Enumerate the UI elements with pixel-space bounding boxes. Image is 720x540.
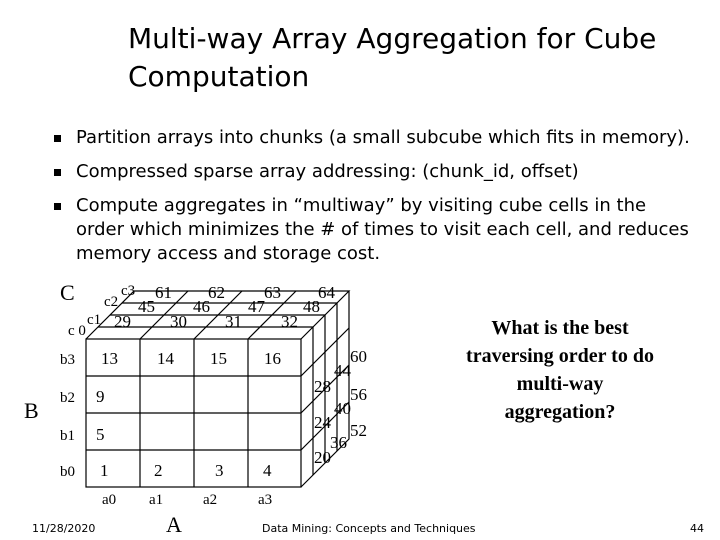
cell-value: 24 [314, 413, 331, 432]
cell-value: 48 [303, 297, 320, 316]
c-label: c2 [104, 294, 119, 310]
footer-date: 11/28/2020 [32, 522, 96, 535]
cell-value: 31 [225, 312, 242, 331]
a-label: a3 [258, 492, 273, 508]
bullet-text: Partition arrays into chunks (a small subcube which fits in memory). [76, 127, 690, 148]
footer-course: Data Mining: Concepts and Techniques [262, 522, 476, 535]
cell-value: 3 [215, 461, 224, 480]
cell-value: 56 [350, 385, 367, 404]
cell-value: 5 [96, 425, 105, 444]
bullet-text: Compressed sparse array addressing: (chunk_id, offset) [76, 161, 579, 182]
cell-value: 46 [193, 297, 210, 316]
c-label: c3 [121, 283, 136, 299]
cell-value: 32 [281, 312, 298, 331]
page-number: 44 [690, 522, 704, 535]
cell-value: 15 [210, 349, 227, 368]
cell-value: 64 [318, 283, 335, 302]
cell-value: 9 [96, 387, 105, 406]
cell-value: 36 [330, 433, 347, 452]
cell-value: 1 [100, 461, 109, 480]
cell-value: 16 [264, 349, 281, 368]
cell-value: 13 [101, 349, 118, 368]
c-label: c1 [87, 312, 102, 328]
cell-value: 28 [314, 377, 331, 396]
cell-value: 20 [314, 448, 331, 467]
cell-value: 2 [154, 461, 163, 480]
cell-value: 44 [334, 361, 351, 380]
cell-value: 40 [334, 399, 351, 418]
cell-value: 61 [155, 283, 172, 302]
cell-value: 63 [264, 283, 281, 302]
cell-value: 30 [170, 312, 187, 331]
b-label: b1 [60, 428, 75, 444]
c-label: c 0 [68, 323, 86, 339]
b-label: b3 [60, 352, 75, 368]
bullet-text: Compute aggregates in “multiway” by visiting cube cells in the order which minimizes the # of times to visit each cell, and reduces memory access and storage cost. [76, 195, 689, 264]
cell-value: 62 [208, 283, 225, 302]
question-text: What is the best traversing order to do multi-way aggregation? [466, 317, 654, 423]
cell-value: 47 [248, 297, 265, 316]
cell-value: 52 [350, 421, 367, 440]
b-label: b0 [60, 464, 75, 480]
dim-label-c: C [60, 280, 75, 305]
cell-value: 14 [157, 349, 174, 368]
cell-value: 29 [114, 312, 131, 331]
b-label: b2 [60, 390, 75, 406]
slide-title: Multi-way Array Aggregation for Cube Computation [128, 22, 657, 93]
a-label: a1 [149, 492, 164, 508]
dim-label-b: B [24, 398, 39, 423]
a-label: a0 [102, 492, 117, 508]
dim-label-a: A [166, 512, 182, 537]
cell-value: 4 [263, 461, 272, 480]
cell-value: 60 [350, 347, 367, 366]
cell-value: 45 [138, 297, 155, 316]
a-label: a2 [203, 492, 218, 508]
